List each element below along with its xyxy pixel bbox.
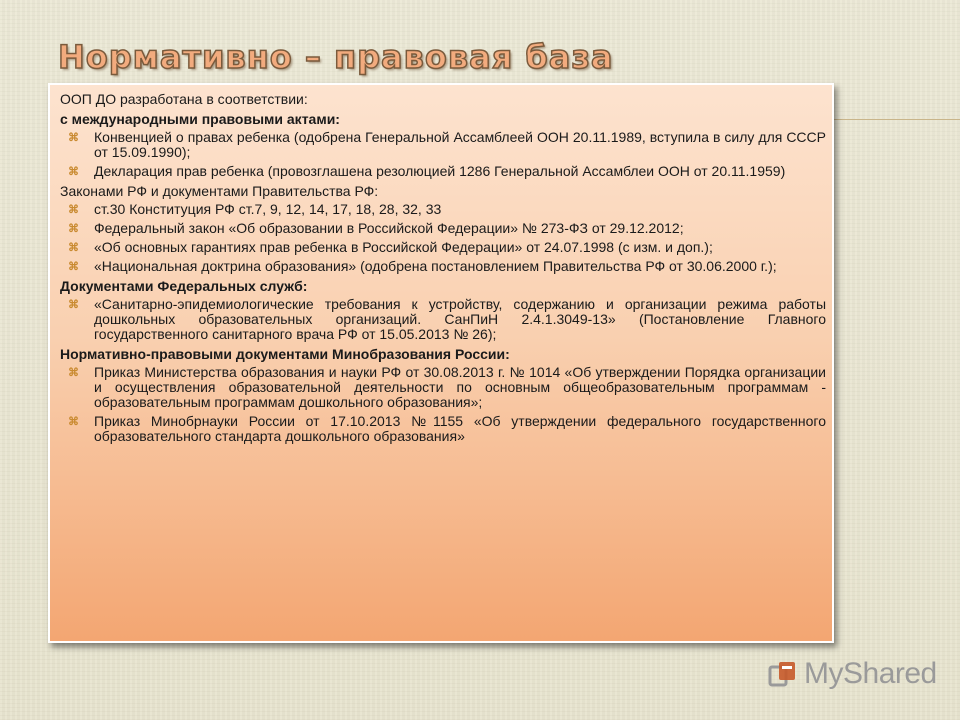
- section-heading-laws: Законами РФ и документами Правительства РФ:: [60, 183, 379, 199]
- section-heading-federal-services: Документами Федеральных служб:: [60, 278, 308, 294]
- list-laws: [60, 202, 826, 274]
- bullet-icon: ⌘: [68, 204, 79, 216]
- list-item: ⌘ Приказ Министерства образования и науки РФ от 30.08.2013 г. № 1014 «Об утверждении Порядка организации и осуществления образовательной деятельности по основным общеобразовательным программам - образовательным программам дошкольного образования»;: [68, 364, 826, 410]
- list-international: [60, 130, 826, 179]
- list-item: ⌘ Приказ Минобрнауки России от 17.10.2013 №1155 «Об утверждении федерального государственного образовательного стандарта дошкольного образования»: [68, 413, 826, 444]
- list-item: ⌘ «Об основных гарантиях прав ребенка в Российской Федерации» от 24.07.1998 (с изм. и доп.);: [68, 239, 713, 255]
- intro-line: ООП ДО разработана в соответствии:: [60, 91, 308, 107]
- bullet-icon: ⌘: [68, 261, 79, 273]
- bullet-icon: ⌘: [68, 223, 79, 235]
- bullet-icon: ⌘: [68, 242, 79, 254]
- bullet-icon: ⌘: [68, 166, 79, 178]
- slide-title: Нормативно – правовая база: [58, 38, 614, 76]
- bullet-icon: ⌘: [68, 416, 79, 428]
- list-federal-services: [60, 297, 826, 342]
- list-ministry: [60, 365, 826, 444]
- myshared-logo-icon: [768, 659, 798, 689]
- logo-text: MyShared: [804, 657, 937, 690]
- list-item: ⌘ ст.30 Конституция РФ ст.7, 9, 12, 14, 17, 18, 28, 32, 33: [68, 201, 442, 217]
- list-item: ⌘ Федеральный закон «Об образовании в Российской Федерации» № 273-ФЗ от 29.12.2012;: [68, 220, 684, 236]
- section-heading-ministry: Нормативно-правовыми документами Минобразования России:: [60, 346, 510, 362]
- list-item: ⌘ «Санитарно-эпидемиологические требования к устройству, содержанию и организации режима работы дошкольных образовательных организаций. СанПиН 2.4.1.3049-13» (Постановление Главного государственного санитарного врача РФ от 15.05.2013 № 26);: [68, 296, 826, 342]
- list-item: ⌘ Декларация прав ребенка (провозглашена резолюцией 1286 Генеральной Ассамблеи ООН от 20.11.1959): [68, 163, 786, 179]
- content-panel: [48, 83, 834, 643]
- myshared-logo: [768, 656, 937, 692]
- bullet-icon: ⌘: [68, 367, 79, 379]
- list-item: ⌘ «Национальная доктрина образования» (одобрена постановлением Правительства РФ от 30.06.2000 г.);: [68, 258, 777, 274]
- list-item: ⌘ Конвенцией о правах ребенка (одобрена Генеральной Ассамблеей ООН 20.11.1989, вступила в силу для СССР от 15.09.1990);: [68, 129, 826, 160]
- section-heading-international: с международными правовыми актами:: [60, 111, 340, 127]
- bullet-icon: ⌘: [68, 299, 79, 311]
- bullet-icon: ⌘: [68, 132, 79, 144]
